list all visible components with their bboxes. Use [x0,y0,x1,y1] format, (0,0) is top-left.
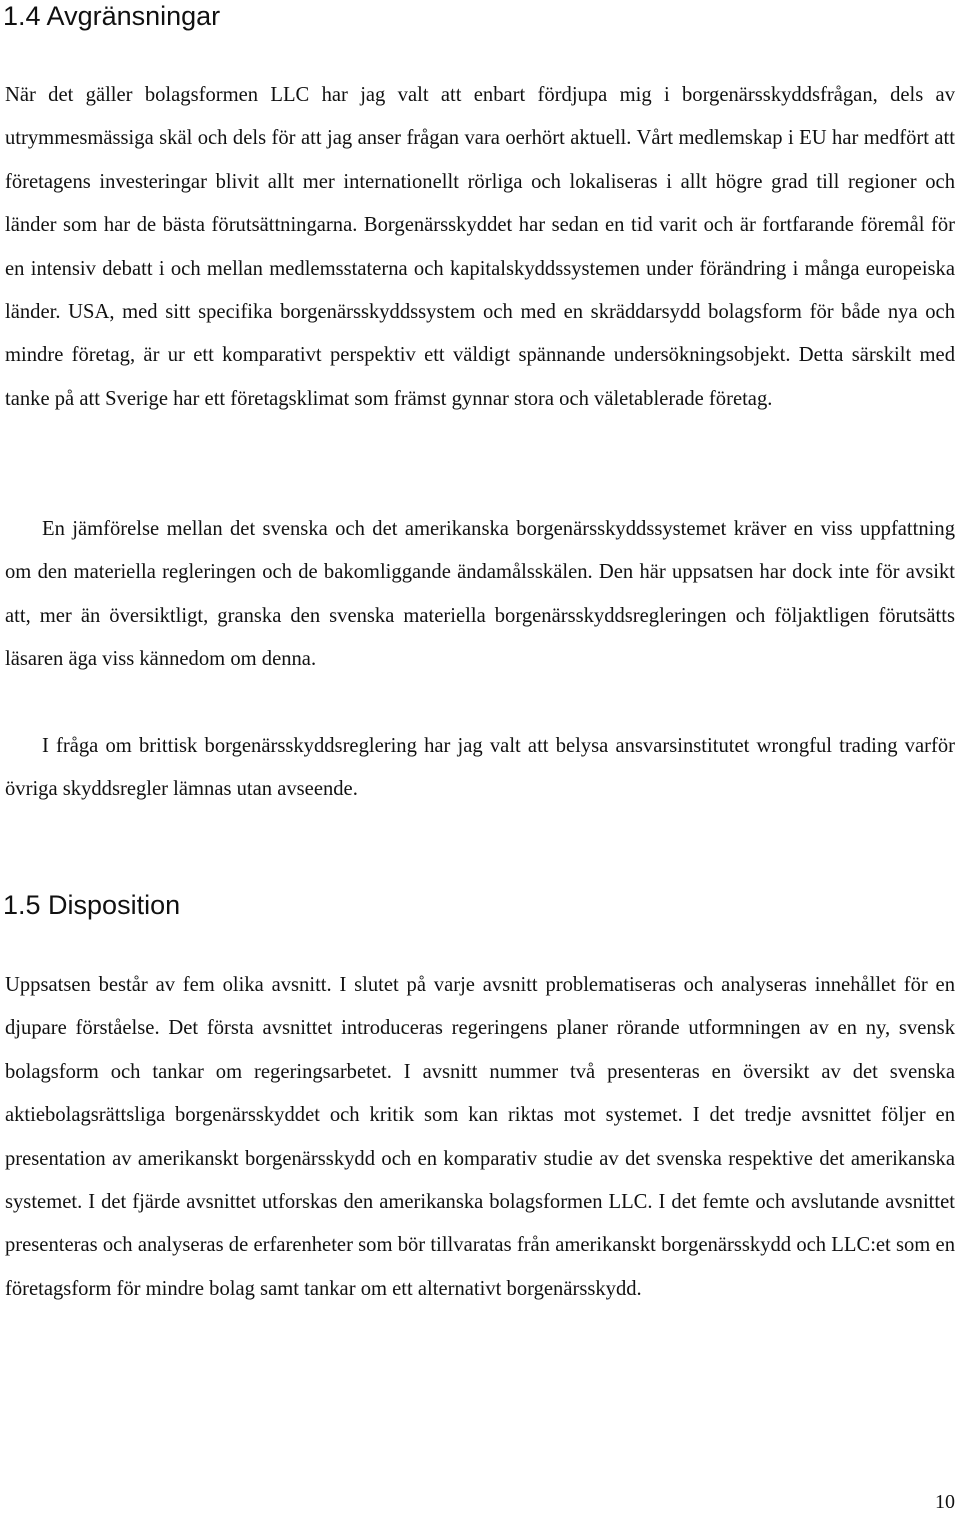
paragraph-avgransningar-1: När det gäller bolagsformen LLC har jag valt att enbart fördjupa mig i borgenärsskyddsfrågan, dels av utrymmesmässiga skäl och dels för att jag anser frågan vara oerhört aktuell. Vårt medlemskap i EU har medfört att företagens investeringar blivit allt mer internationellt rörliga och lokaliseras i allt högre grad till regioner och länder som har de bästa förutsättningarna. Borgenärsskyddet har sedan en tid varit och är fortfarande föremål för en intensiv debatt i och mellan medlemsstaterna och kapitalskyddssystemen under förändring i många europeiska länder. USA, med sitt specifika borgenärsskyddssystem och med en skräddarsydd bolagsform för både nya och mindre företag, är ur ett komparativt perspektiv ett väldigt spännande undersökningsobjekt. Detta särskilt med tanke på att Sverige har ett företagsklimat som främst gynnar stora och väletablerade företag. [5,84,955,410]
paragraph-avgransningar-3: I fråga om brittisk borgenärsskyddsreglering har jag valt att belysa ansvarsinstitutet wrongful trading varför övriga skyddsregler lämnas utan avseende. [5,735,955,801]
paragraph-disposition: Uppsatsen består av fem olika avsnitt. I slutet på varje avsnitt problematiseras och analyseras innehållet för en djupare förståelse. Det första avsnittet introduceras regeringens planer rörande utformningen av en ny, svensk bolagsform och tankar om regeringsarbetet. I avsnitt nummer två presenteras en översikt av det svenska aktiebolagsrättsliga borgenärsskyddet och kritik som kan riktas mot systemet. I det tredje avsnittet följer en presentation av amerikanskt borgenärsskydd och en komparativ studie av det svenska respektive det amerikanska systemet. I det fjärde avsnittet utforskas den amerikanska bolagsformen LLC. I det femte och avslutande avsnittet presenteras och analyseras de erfarenheter som bör tillvaratas från amerikanskt borgenärsskydd och LLC:et som en företagsform för mindre bolag samt tankar om ett alternativt borgenärsskydd. [5,974,955,1300]
page-number: 10 [935,1491,955,1513]
paragraph-avgransningar-2: En jämförelse mellan det svenska och det amerikanska borgenärsskyddssystemet kräver en viss uppfattning om den materiella regleringen och de bakomliggande ändamålsskälen. Den här uppsatsen har dock inte för avsikt att, mer än översiktligt, granska den svenska materiella borgenärsskyddsregleringen och följaktligen förutsätts läsaren äga viss kännedom om denna. [5,518,955,671]
section-heading-avgransningar: 1.4 Avgränsningar [3,1,221,31]
section-heading-disposition: 1.5 Disposition [3,890,181,920]
